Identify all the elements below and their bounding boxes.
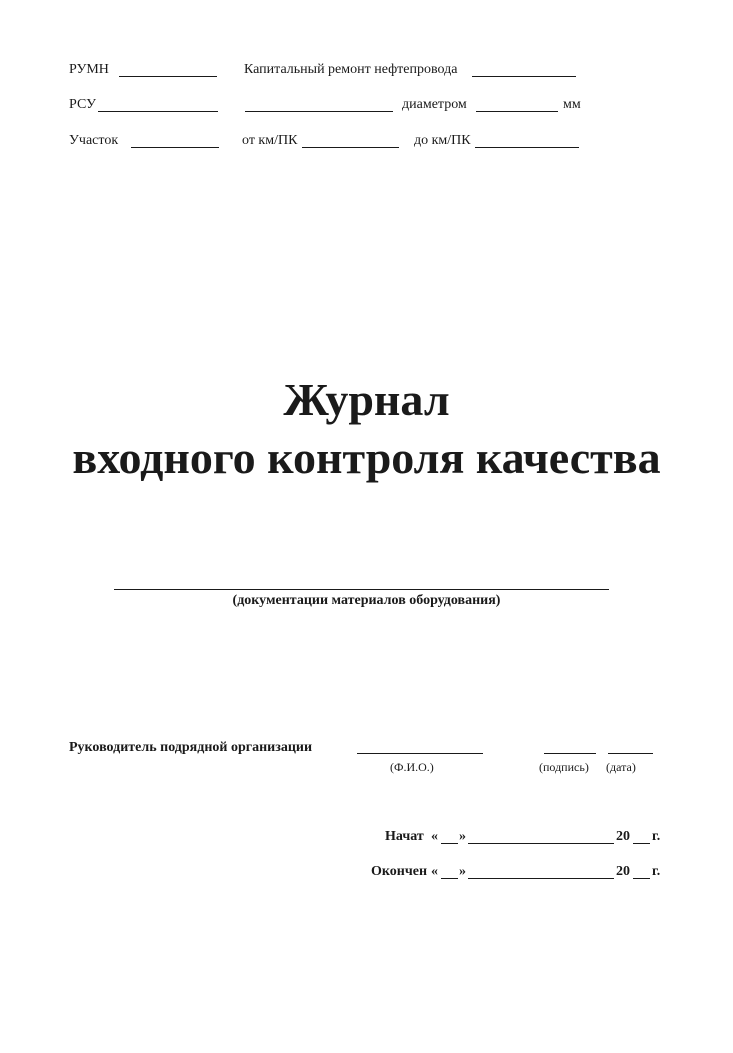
started-year-suffix: г. (652, 829, 661, 844)
page-title: Журнал (283, 374, 450, 425)
rumn-label: РУМН (69, 62, 109, 77)
pipeline-name-field[interactable] (472, 63, 576, 77)
capital-repair-label: Капитальный ремонт нефтепровода (244, 62, 458, 77)
ended-quote-close: » (459, 864, 466, 879)
documentation-type-caption: (документации материалов оборудования) (232, 593, 501, 608)
started-year-prefix: 20 (616, 829, 630, 844)
manager-label: Руководитель подрядной организации (69, 740, 313, 755)
rsu-label: РСУ (69, 97, 97, 112)
ended-year-suffix: г. (652, 864, 661, 879)
section-label: Участок (69, 133, 119, 148)
ended-label: Окончен (371, 864, 428, 879)
started-label: Начат (385, 829, 424, 844)
mm-unit: мм (563, 97, 581, 112)
manager-date-field[interactable] (608, 740, 653, 754)
ended-quote-open: « (431, 864, 438, 879)
started-quote-close: » (459, 829, 466, 844)
from-km-pk-field[interactable] (302, 134, 399, 148)
manager-fio-field[interactable] (357, 740, 483, 754)
section-field[interactable] (131, 134, 219, 148)
signature-caption: (подпись) (539, 760, 589, 774)
ended-year-prefix: 20 (616, 864, 630, 879)
rumn-field[interactable] (119, 63, 217, 77)
started-day-field[interactable] (441, 830, 458, 844)
ended-year-field[interactable] (633, 865, 650, 879)
ended-month-field[interactable] (468, 865, 614, 879)
started-month-field[interactable] (468, 830, 614, 844)
manager-signature-field[interactable] (544, 740, 596, 754)
fio-caption: (Ф.И.О.) (390, 760, 434, 774)
rsu-field[interactable] (98, 98, 218, 112)
started-year-field[interactable] (633, 830, 650, 844)
diameter-label: диаметром (402, 97, 467, 112)
to-km-pk-label: до км/ПК (414, 133, 471, 148)
documentation-type-field[interactable] (114, 589, 609, 590)
pipeline-extra-field[interactable] (245, 98, 393, 112)
from-km-pk-label: от км/ПК (242, 133, 298, 148)
ended-day-field[interactable] (441, 865, 458, 879)
started-quote-open: « (431, 829, 438, 844)
diameter-field[interactable] (476, 98, 558, 112)
date-caption: (дата) (606, 760, 636, 774)
to-km-pk-field[interactable] (475, 134, 579, 148)
page-title-subline: входного контроля качества (72, 432, 661, 483)
